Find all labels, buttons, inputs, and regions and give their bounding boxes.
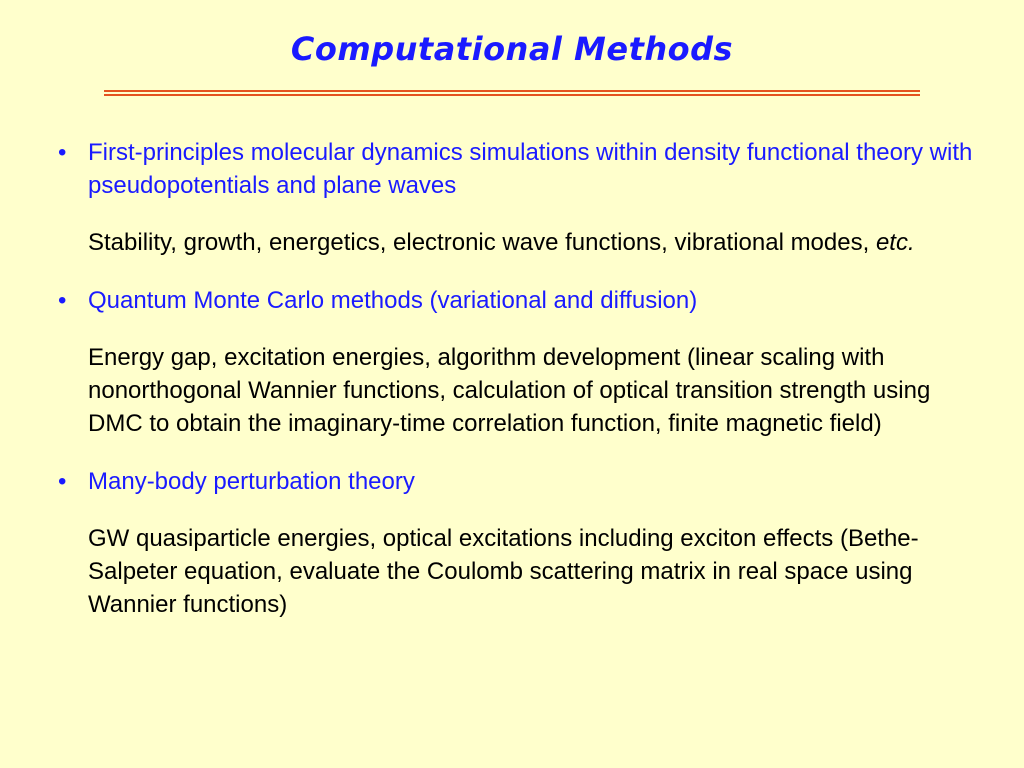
bullet-item-3: [56, 465, 976, 498]
slide-title: Computational Methods: [290, 30, 734, 68]
bullet-detail-text: Energy gap, excitation energies, algorithm development (linear scaling with nonorthogonal Wannier functions, calculation of optical transition strength using DMC to obtain the imaginary-time correlation function, finite magnetic field): [88, 344, 931, 437]
bullet-item-1: [56, 136, 976, 202]
title-underline-bottom: [104, 94, 920, 96]
bullet-heading: Many-body perturbation theory: [88, 468, 415, 495]
bullet-detail-text: GW quasiparticle energies, optical excitations including exciton effects (Bethe-Salpeter equation, evaluate the Coulomb scattering matrix in real space using Wannier functions): [88, 525, 919, 618]
bullet-detail: [56, 226, 976, 259]
bullet-detail-italic: etc.: [875, 229, 915, 256]
bullet-item-2: [56, 284, 976, 317]
slide-body: [56, 136, 976, 621]
bullet-heading: Quantum Monte Carlo methods (variational and diffusion): [88, 287, 698, 314]
title-underline-top: [104, 90, 920, 92]
bullet-dot-icon: •: [58, 468, 67, 495]
bullet-dot-icon: •: [58, 139, 67, 166]
bullet-heading: First-principles molecular dynamics simulations within density functional theory with pseudopotentials and plane waves: [88, 139, 973, 199]
bullet-dot-icon: •: [58, 287, 67, 314]
bullet-detail: [56, 522, 976, 621]
bullet-detail-text: Stability, growth, energetics, electronic wave functions, vibrational modes,: [88, 229, 870, 256]
title-underline: [104, 90, 920, 96]
bullet-detail: [56, 341, 976, 440]
